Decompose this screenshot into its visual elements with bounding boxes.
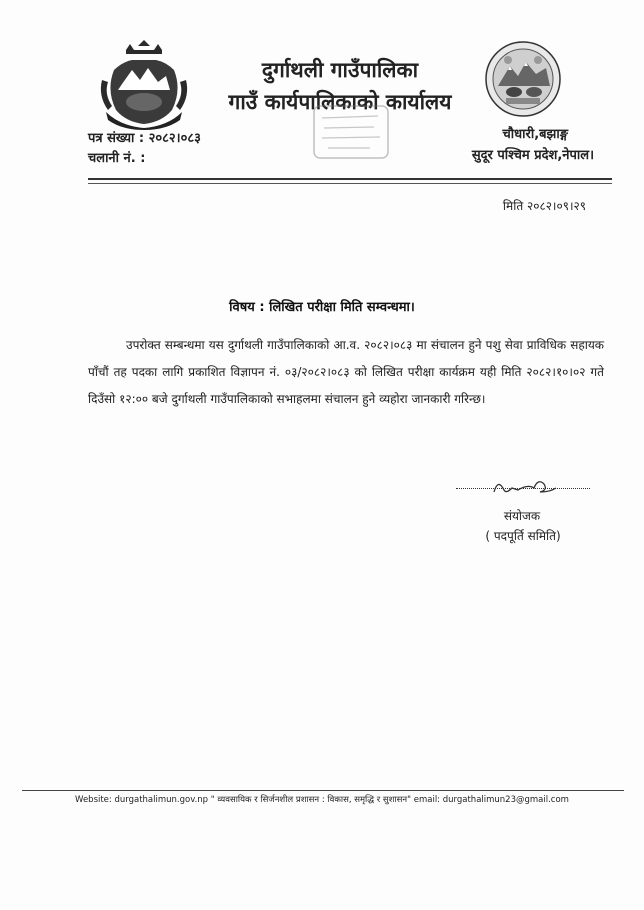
footer-email: email: durgathalimun23@gmail.com <box>413 795 569 805</box>
dispatch-number: चलानी नं. : <box>88 151 146 166</box>
footer-divider <box>22 790 624 791</box>
signatory-committee: ( पदपूर्ति समिति) <box>485 529 561 543</box>
letter-subject: विषय : लिखित परीक्षा मिति सम्वन्धमा। <box>229 300 415 315</box>
footer-motto: " व्यवसायिक र सिर्जनशील प्रशासन : विकास, समृद्धि र सुशासन" <box>210 795 412 805</box>
signature-line <box>456 488 590 489</box>
municipality-seal-icon <box>484 40 562 118</box>
nepal-emblem-icon <box>96 40 192 130</box>
office-stamp-icon <box>312 104 390 160</box>
letter-date: मिति २०८२।०९।२९ <box>502 199 586 213</box>
header-divider-thin <box>88 183 612 184</box>
letter-number: पत्र संख्या : २०८२।०८३ <box>88 131 201 146</box>
signatory-designation: संयोजक <box>503 509 541 523</box>
footer-website: Website: durgathalimun.gov.np <box>75 795 209 805</box>
signature-icon <box>488 474 560 498</box>
letter-body: उपरोक्त सम्बन्धमा यस दुर्गाथली गाउँपालिकाको आ.व. २०८२।०८३ मा संचालन हुने पशु सेवा प्राविधिक सहायक पाँचौं तह पदका लागि प्रकाशित विज्ञापन नं. ०३/२०८२।०८३ को लिखित परीक्षा कार्यक्रम यही मिति २०८२।१०।०२ गते दिउँसो १२:०० बजे दुर्गाथली गाउँपालिकाको सभाहलमा संचालन हुने व्यहोरा जानकारी गरिन्छ। <box>88 338 604 406</box>
address-line-2: सुदूर पश्चिम प्रदेश,नेपाल। <box>471 148 594 163</box>
header-divider-thick <box>88 178 612 180</box>
address-line-1: चौधारी,बझाङ्ग <box>502 127 568 142</box>
office-title: दुर्गाथली गाउँपालिका <box>261 58 419 82</box>
footer <box>0 794 644 805</box>
office-subtitle: गाउँ कार्यपालिकाको कार्यालय <box>228 90 452 114</box>
